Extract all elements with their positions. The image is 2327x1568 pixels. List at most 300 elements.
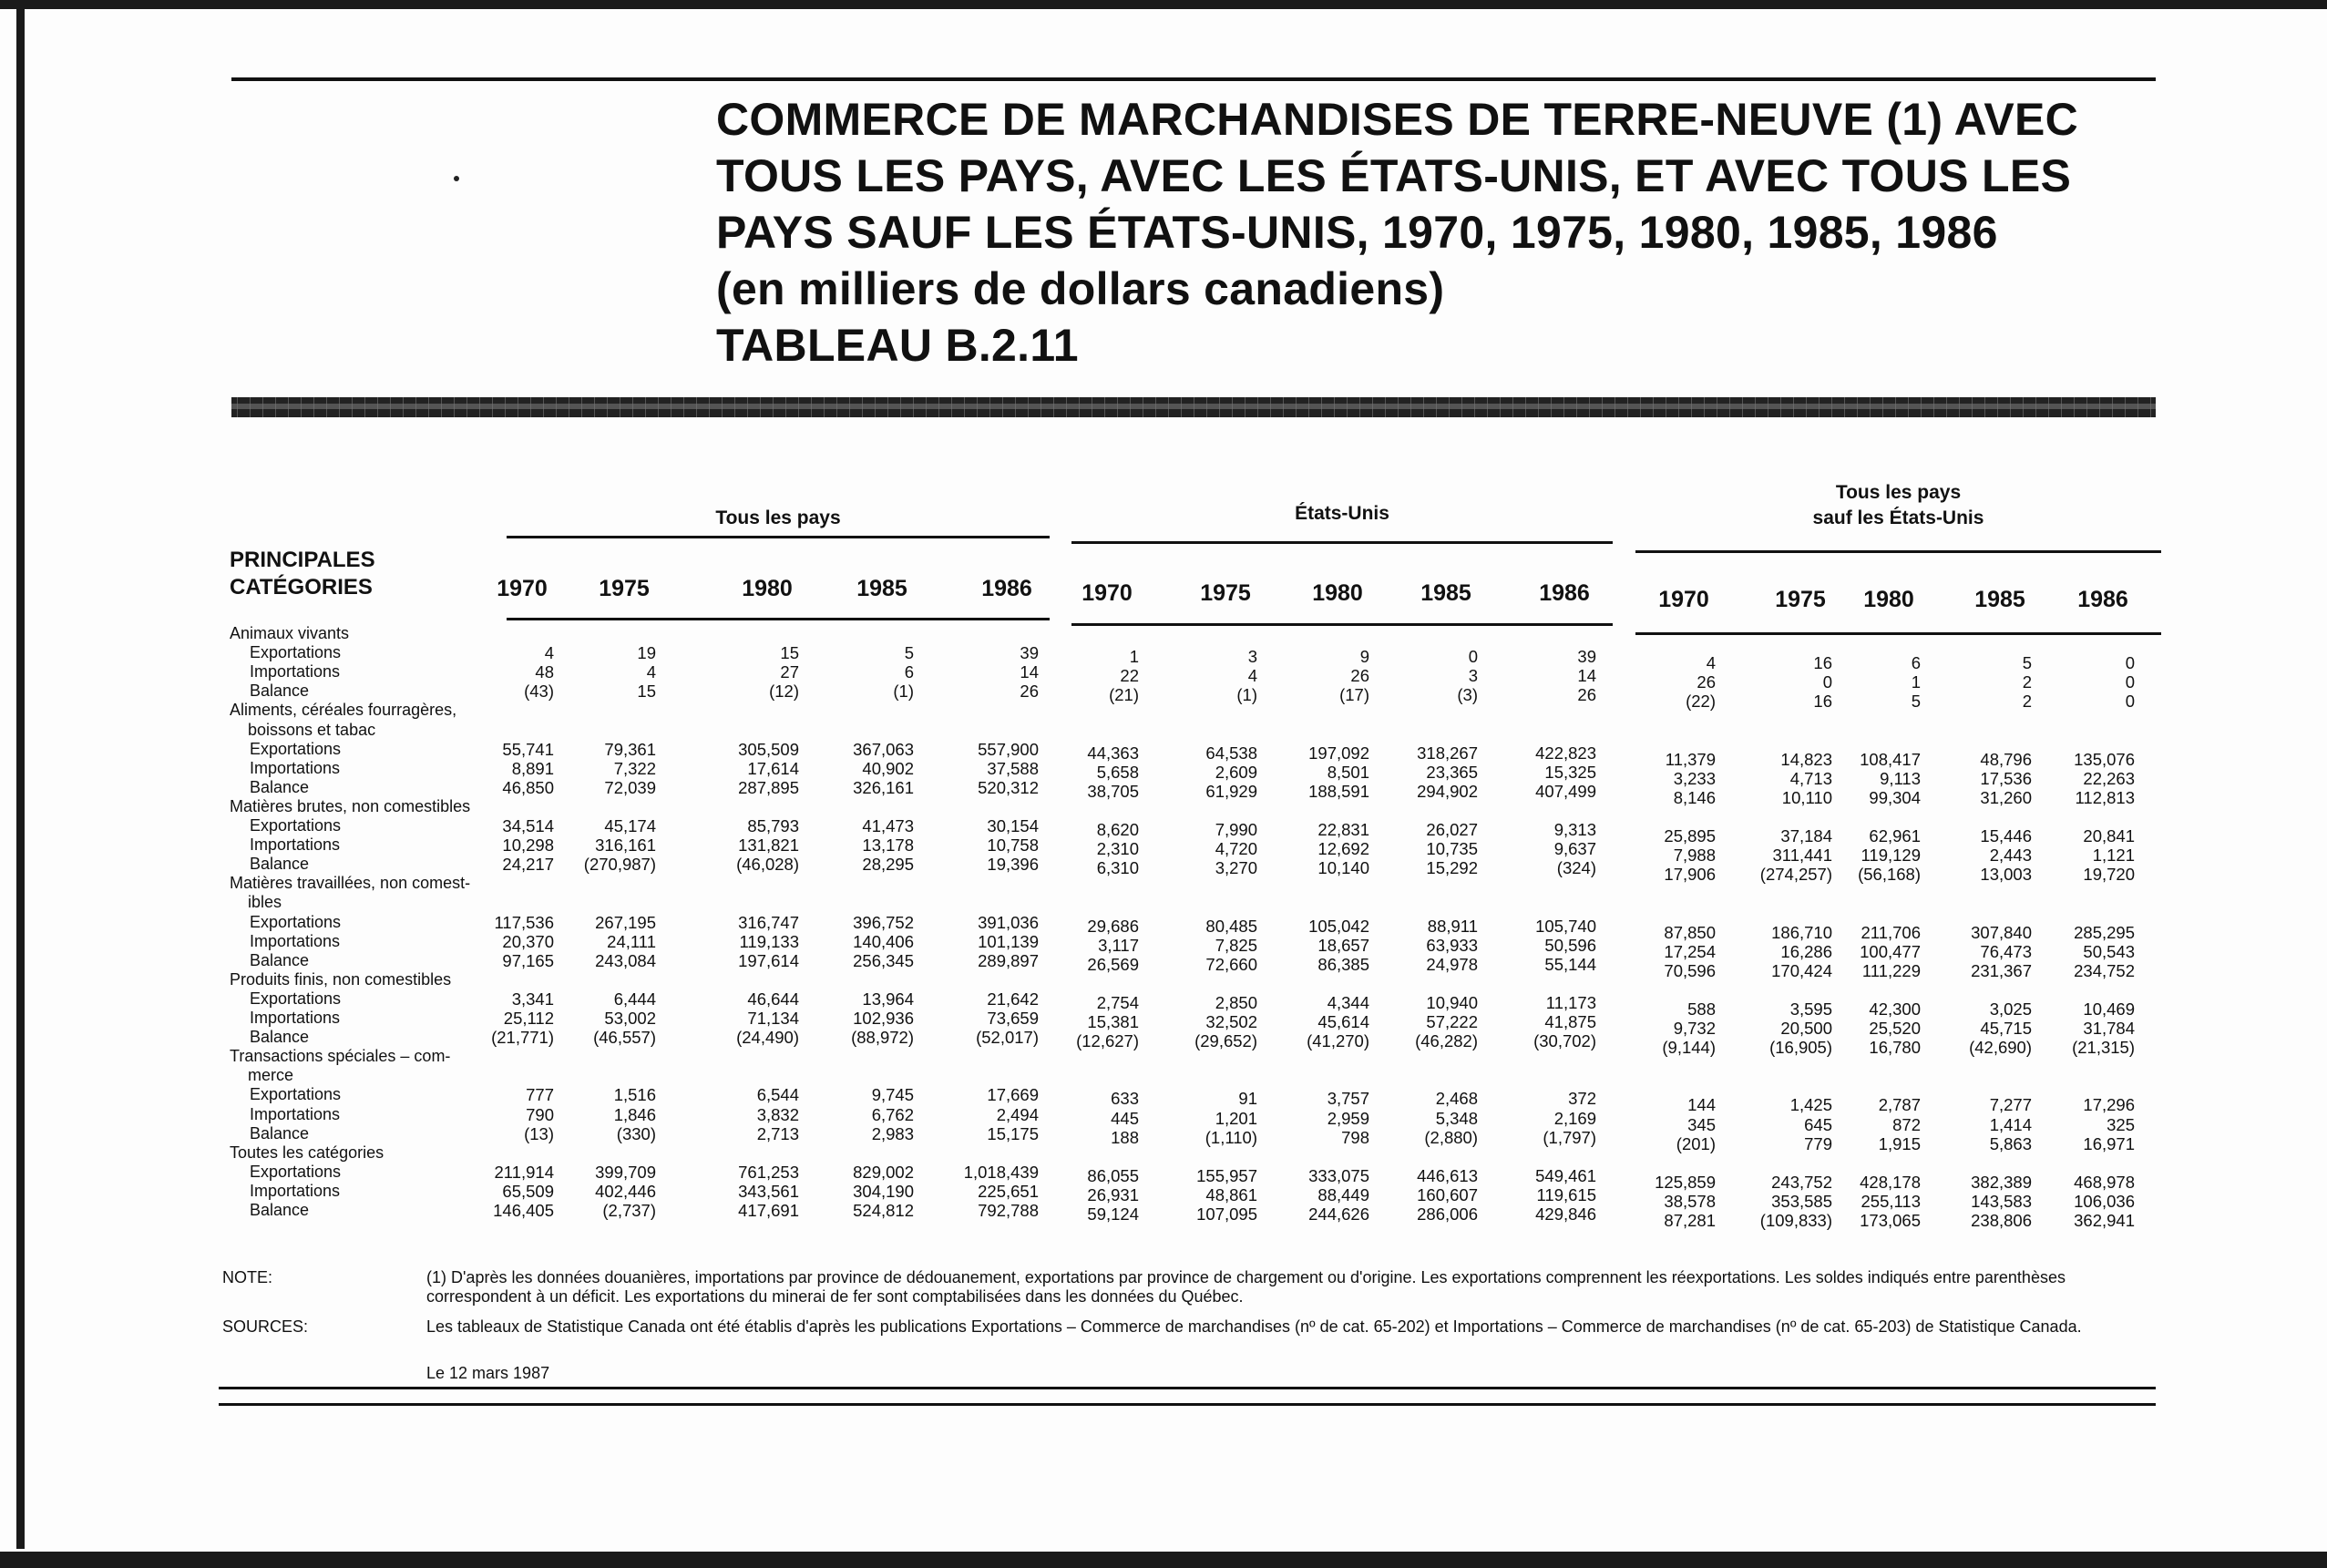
table-cell: 10,469	[2083, 999, 2135, 1019]
table-cell: 26,569	[1087, 954, 1139, 974]
table-cell: 45,174	[604, 816, 656, 835]
table-cell: 41,473	[862, 816, 914, 835]
table-cell: 44,363	[1087, 743, 1139, 763]
table-cell: 316,747	[738, 912, 799, 932]
table-cell: 4	[544, 643, 554, 663]
table-cell: 3,832	[756, 1104, 799, 1124]
table-cell: 72,660	[1205, 954, 1257, 974]
table-cell: 633	[1111, 1089, 1139, 1109]
table-cell: 11,173	[1545, 992, 1596, 1012]
scan-speck	[454, 176, 459, 181]
table-cell: 2,787	[1878, 1095, 1921, 1115]
table-cell: 144	[1687, 1095, 1716, 1115]
table-cell: 8,501	[1327, 762, 1369, 782]
table-cell: 255,113	[1861, 1191, 1921, 1211]
table-cell: 468,978	[2074, 1172, 2135, 1192]
year-header: 1980	[1863, 587, 1914, 612]
table-cell: (12,627)	[1076, 1031, 1139, 1051]
decorative-band	[231, 397, 2156, 417]
table-cell: (21,771)	[491, 1028, 554, 1048]
table-cell: 17,614	[747, 758, 799, 778]
table-cell: 16,971	[2083, 1133, 2135, 1153]
table-cell: 286,006	[1417, 1204, 1478, 1224]
table-cell: 6,310	[1096, 858, 1139, 878]
table-cell: 48,861	[1205, 1184, 1257, 1204]
table-cell: 86,055	[1087, 1165, 1139, 1185]
table-cell: 5,863	[1989, 1133, 2032, 1153]
year-header: 1986	[1539, 580, 1590, 606]
table-cell: 5,658	[1096, 762, 1139, 782]
year-header: 1975	[1200, 580, 1251, 606]
table-cell: 143,583	[1971, 1191, 2032, 1211]
table-cell: 5	[2022, 653, 2032, 673]
table-cell: 26	[1350, 666, 1369, 686]
table-cell: (41,270)	[1307, 1031, 1369, 1051]
category-header-line-1: PRINCIPALES	[230, 548, 375, 572]
group-header-2-line-1: États-Unis	[1295, 503, 1389, 524]
category-label: boissons et tabac	[248, 720, 376, 739]
table-cell: 45,715	[1980, 1019, 2032, 1038]
table-cell: 14,823	[1780, 749, 1832, 769]
table-cell: 26	[1697, 672, 1716, 692]
table-cell: 101,139	[978, 931, 1039, 951]
header-rule-1	[507, 618, 1050, 620]
table-cell: 65,509	[502, 1181, 554, 1201]
table-cell: 2,609	[1215, 762, 1257, 782]
table-cell: (1,797)	[1543, 1127, 1596, 1147]
table-cell: 4	[1706, 653, 1716, 673]
table-cell: 333,075	[1308, 1165, 1369, 1185]
table-cell: 9,313	[1553, 820, 1596, 839]
table-cell: 549,461	[1535, 1165, 1596, 1185]
table-cell: 294,902	[1417, 781, 1478, 801]
table-cell: 107,095	[1196, 1204, 1257, 1224]
table-cell: 117,536	[494, 912, 554, 932]
table-cell: 21,642	[987, 989, 1039, 1009]
table-cell: 26,931	[1087, 1184, 1139, 1204]
title-line-3: PAYS SAUF LES ÉTATS-UNIS, 1970, 1975, 1980, 1985, 1986	[716, 207, 1998, 258]
table-cell: (56,168)	[1858, 865, 1921, 885]
table-cell: 131,821	[738, 835, 799, 856]
title-line-1: COMMERCE DE MARCHANDISES DE TERRE-NEUVE (1) AVEC	[716, 94, 2079, 145]
table-cell: 15	[637, 682, 656, 702]
table-cell: (42,690)	[1969, 1038, 2032, 1058]
table-cell: 70,596	[1664, 960, 1716, 980]
table-cell: (9,144)	[1662, 1038, 1716, 1058]
table-cell: 16,286	[1780, 941, 1832, 961]
table-cell: (1)	[1236, 685, 1257, 705]
table-cell: 37,184	[1780, 826, 1832, 845]
table-cell: 9	[1359, 647, 1369, 667]
table-cell: 20,370	[502, 931, 554, 951]
table-cell: 311,441	[1772, 845, 1832, 866]
table-cell: 3	[1247, 647, 1257, 667]
table-cell: 645	[1804, 1114, 1832, 1134]
table-cell: 27	[780, 662, 799, 682]
table-cell: 289,897	[978, 950, 1039, 970]
table-cell: 6,762	[871, 1104, 914, 1124]
table-cell: 13,178	[862, 835, 914, 856]
table-cell: 353,585	[1771, 1191, 1832, 1211]
table-cell: 53,002	[604, 1009, 656, 1028]
table-cell: 3,270	[1215, 858, 1257, 878]
row-label: Exportations	[250, 739, 342, 758]
table-cell: 24,111	[607, 931, 656, 951]
table-cell: 12,692	[1317, 839, 1369, 859]
table-cell: 0	[1468, 647, 1478, 667]
table-cell: 1,414	[1989, 1114, 2032, 1134]
table-cell: 37,588	[987, 758, 1039, 778]
table-cell: 0	[2125, 672, 2135, 692]
table-cell: 7,277	[1989, 1095, 2032, 1115]
year-header: 1970	[1658, 587, 1709, 612]
table-cell: (274,257)	[1759, 865, 1832, 885]
scan-top-border	[0, 0, 2327, 9]
table-cell: 779	[1804, 1133, 1832, 1153]
row-label: Balance	[250, 1123, 310, 1143]
table-cell: 2,494	[996, 1104, 1039, 1124]
table-cell: 17,296	[2083, 1095, 2135, 1115]
table-cell: 4,713	[1789, 768, 1832, 788]
table-cell: 31,260	[1980, 787, 2032, 807]
table-cell: 2	[2022, 692, 2032, 712]
table-cell: 31,784	[2083, 1019, 2135, 1038]
note-label: NOTE:	[222, 1268, 273, 1286]
table-cell: 225,651	[978, 1181, 1039, 1201]
year-header: 1986	[981, 576, 1032, 601]
table-cell: 402,446	[595, 1181, 656, 1201]
table-cell: 73,659	[987, 1009, 1039, 1028]
table-cell: 2,983	[871, 1123, 914, 1143]
table-cell: (21)	[1109, 685, 1139, 705]
table-cell: 50,543	[2083, 941, 2135, 961]
header-rule-3	[1635, 632, 2161, 635]
table-cell: 188,591	[1308, 781, 1369, 801]
year-header: 1975	[1775, 587, 1826, 612]
table-cell: 19	[637, 643, 656, 663]
table-number: TABLEAU B.2.11	[716, 320, 1079, 371]
table-cell: 777	[526, 1085, 554, 1105]
table-cell: 446,613	[1417, 1165, 1478, 1185]
table-cell: 5	[904, 643, 914, 663]
table-cell: 10,110	[1781, 787, 1832, 807]
table-cell: 3,233	[1673, 768, 1716, 788]
table-cell: 7,990	[1215, 820, 1257, 839]
table-cell: 391,036	[978, 912, 1039, 932]
table-cell: 557,900	[978, 739, 1039, 759]
table-cell: 19,396	[987, 855, 1039, 875]
table-cell: 112,813	[2075, 787, 2135, 807]
table-cell: 71,134	[747, 1009, 799, 1028]
table-cell: 146,405	[493, 1201, 554, 1220]
table-cell: 238,806	[1971, 1211, 2032, 1230]
group-header-1	[507, 506, 1050, 531]
year-header: 1980	[742, 576, 793, 601]
table-cell: 105,042	[1308, 916, 1369, 936]
table-cell: 1,516	[613, 1085, 656, 1105]
row-label: Importations	[250, 931, 341, 950]
table-cell: 25,112	[503, 1009, 554, 1028]
category-label: Animaux vivants	[230, 624, 350, 642]
category-label: Transactions spéciales – com-	[230, 1047, 451, 1066]
table-cell: 3,025	[1989, 999, 2032, 1019]
table-cell: 46,850	[502, 777, 554, 797]
table-cell: 20,500	[1780, 1019, 1832, 1038]
table-cell: 10,940	[1426, 992, 1478, 1012]
row-label: Balance	[250, 1028, 310, 1047]
table-cell: 5,348	[1435, 1108, 1478, 1128]
table-cell: 211,914	[494, 1162, 554, 1182]
table-cell: 307,840	[1971, 922, 2032, 942]
bottom-rule-2	[219, 1403, 2156, 1406]
row-label: Balance	[250, 682, 310, 701]
table-cell: (2,737)	[602, 1201, 656, 1220]
group-header-2	[1071, 501, 1613, 527]
table-cell: 231,367	[1971, 960, 2032, 980]
table-cell: 318,267	[1417, 743, 1478, 763]
row-label: Importations	[250, 662, 341, 682]
table-cell: 197,092	[1308, 743, 1369, 763]
table-cell: 16	[1813, 692, 1832, 712]
table-cell: 17,906	[1664, 865, 1716, 885]
table-cell: 59,124	[1087, 1204, 1139, 1224]
row-label: Importations	[250, 835, 341, 855]
table-cell: 872	[1892, 1114, 1921, 1134]
table-cell: 829,002	[853, 1162, 914, 1182]
row-label: Importations	[250, 758, 341, 777]
table-cell: 50,596	[1544, 935, 1596, 955]
table-cell: 155,957	[1196, 1165, 1257, 1185]
table-cell: 16	[1813, 653, 1832, 673]
table-cell: 9,637	[1553, 839, 1596, 859]
row-label: Importations	[250, 1181, 341, 1200]
table-cell: 15,381	[1087, 1012, 1139, 1031]
table-cell: 46,644	[747, 989, 799, 1009]
table-cell: 1,018,439	[963, 1162, 1039, 1182]
sources-text: Les tableaux de Statistique Canada ont été établis d'après les publications Exportations – Commerce de marchandises (nº de cat. 65-202) et Importations – Commerce de marchandises (nº de cat. 65-203) de Statistique Canada.	[426, 1317, 2082, 1336]
table-cell: (201)	[1676, 1133, 1716, 1153]
table-cell: 8,146	[1673, 787, 1716, 807]
year-header: 1980	[1312, 580, 1363, 606]
scan-bottom-border	[0, 1552, 2327, 1568]
table-cell: 40,902	[862, 758, 914, 778]
table-cell: (13)	[524, 1123, 554, 1143]
table-cell: (46,557)	[593, 1028, 656, 1048]
table-cell: 3,595	[1789, 999, 1832, 1019]
table-cell: 22,263	[2083, 768, 2135, 788]
row-label: Balance	[250, 1201, 310, 1219]
table-cell: 105,740	[1535, 916, 1596, 936]
table-cell: (270,987)	[583, 855, 656, 875]
table-cell: 4,720	[1215, 839, 1257, 859]
table-cell: 197,614	[738, 950, 799, 970]
scan-left-border	[16, 9, 25, 1549]
row-label: Balance	[250, 777, 310, 796]
table-cell: 761,253	[738, 1162, 799, 1182]
table-cell: 13,003	[1980, 865, 2032, 885]
table-cell: 343,561	[738, 1181, 799, 1201]
table-cell: 6,444	[613, 989, 656, 1009]
group-rule-2	[1071, 541, 1613, 544]
table-cell: 61,929	[1205, 781, 1257, 801]
table-cell: 119,133	[739, 931, 799, 951]
table-cell: 2,754	[1096, 992, 1139, 1012]
table-cell: 792,788	[978, 1201, 1039, 1220]
table-cell: (46,282)	[1415, 1031, 1478, 1051]
table-cell: (1,110)	[1205, 1127, 1257, 1147]
year-header: 1985	[1974, 587, 2025, 612]
table-cell: 211,706	[1861, 922, 1921, 942]
table-cell: 287,895	[738, 777, 799, 797]
table-cell: 1,915	[1878, 1133, 1921, 1153]
year-header: 1985	[1420, 580, 1471, 606]
table-cell: 2,713	[756, 1123, 799, 1143]
table-cell: 23,365	[1426, 762, 1478, 782]
table-cell: 38,578	[1664, 1191, 1716, 1211]
table-cell: 2,169	[1553, 1108, 1596, 1128]
table-cell: 76,473	[1980, 941, 2032, 961]
table-cell: 42,300	[1869, 999, 1921, 1019]
table-cell: 520,312	[978, 777, 1039, 797]
table-cell: 41,875	[1544, 1012, 1596, 1031]
row-label: Importations	[250, 1104, 341, 1123]
row-label: Exportations	[250, 1085, 342, 1104]
table-cell: 79,361	[604, 739, 656, 759]
table-cell: 99,304	[1869, 787, 1921, 807]
table-cell: 26	[1577, 685, 1596, 705]
table-cell: 80,485	[1205, 916, 1257, 936]
row-label: Exportations	[250, 816, 342, 835]
table-cell: 10,140	[1317, 858, 1369, 878]
table-cell: 407,499	[1535, 781, 1596, 801]
table-cell: 6	[1911, 653, 1921, 673]
table-cell: (109,833)	[1759, 1211, 1832, 1230]
table-cell: 9,732	[1673, 1019, 1716, 1038]
category-label: Aliments, céréales fourragères,	[230, 701, 457, 720]
table-cell: 9,113	[1880, 768, 1921, 788]
category-header	[230, 547, 375, 601]
category-label: merce	[248, 1066, 294, 1085]
table-cell: 62,961	[1869, 826, 1921, 845]
note-text: (1) D'après les données douanières, importations par province de dédouanement, exportations par province de chargement ou d'origine. Les exportations comprennent les réexportations. Les soldes indiqués entre parenthèses correspondent à un déficit. Les exportations du minerai de fer sont comptabilisées dans les données du Québec.	[426, 1268, 2066, 1306]
table-cell: 17,669	[987, 1085, 1039, 1105]
table-cell: (46,028)	[736, 855, 799, 875]
table-cell: (52,017)	[976, 1028, 1039, 1048]
table-cell: 362,941	[2074, 1211, 2135, 1230]
table-cell: 28,295	[862, 855, 914, 875]
table-cell: 422,823	[1535, 743, 1596, 763]
table-cell: 119,615	[1536, 1184, 1596, 1204]
table-cell: 1,425	[1789, 1095, 1832, 1115]
table-cell: 125,859	[1655, 1172, 1716, 1192]
table-cell: 63,933	[1426, 935, 1478, 955]
row-label: Exportations	[250, 1162, 342, 1181]
row-label: Exportations	[250, 643, 342, 662]
table-cell: 10,758	[987, 835, 1039, 856]
table-cell: 256,345	[853, 950, 914, 970]
table-cell: 2,443	[1989, 845, 2032, 866]
table-cell: 24,978	[1426, 954, 1478, 974]
row-label: Balance	[250, 855, 310, 874]
table-cell: 11,379	[1665, 749, 1716, 769]
table-cell: 135,076	[2074, 749, 2135, 769]
table-cell: 108,417	[1860, 749, 1921, 769]
table-cell: (324)	[1556, 858, 1596, 878]
table-cell: 29,686	[1087, 916, 1139, 936]
table-cell: 17,254	[1664, 941, 1716, 961]
table-cell: 305,509	[738, 739, 799, 759]
group-header-1-line-1: Tous les pays	[715, 507, 841, 528]
category-label: Matières travaillées, non comest-	[230, 874, 471, 893]
table-cell: 4	[1247, 666, 1257, 686]
table-cell: 6	[904, 662, 914, 682]
table-cell: 1	[1911, 672, 1921, 692]
table-cell: 267,195	[595, 912, 656, 932]
table-cell: 15,325	[1544, 762, 1596, 782]
year-header: 1970	[1081, 580, 1133, 606]
table-cell: 188	[1111, 1127, 1139, 1147]
table-cell: (24,490)	[736, 1028, 799, 1048]
table-cell: 399,709	[595, 1162, 656, 1182]
table-cell: 3,341	[511, 989, 554, 1009]
table-cell: 10,735	[1426, 839, 1478, 859]
table-cell: 0	[2125, 692, 2135, 712]
table-cell: 382,389	[1971, 1172, 2032, 1192]
table-cell: 6,544	[756, 1085, 799, 1105]
bottom-rule	[219, 1387, 2156, 1389]
year-header: 1986	[2077, 587, 2128, 612]
table-cell: 22,831	[1317, 820, 1369, 839]
table-cell: (21,315)	[2072, 1038, 2135, 1058]
table-cell: 9,745	[871, 1085, 914, 1105]
table-cell: (43)	[524, 682, 554, 702]
table-cell: 85,793	[747, 816, 799, 835]
table-cell: 243,752	[1771, 1172, 1832, 1192]
title-line-2: TOUS LES PAYS, AVEC LES ÉTATS-UNIS, ET AVEC TOUS LES	[716, 150, 2072, 201]
table-cell: (16,905)	[1769, 1038, 1832, 1058]
table-cell: 25,895	[1664, 826, 1716, 845]
category-label: ibles	[248, 893, 282, 912]
table-cell: 798	[1341, 1127, 1369, 1147]
table-cell: 524,812	[853, 1201, 914, 1220]
table-cell: 32,502	[1205, 1012, 1257, 1031]
table-cell: 55,144	[1544, 954, 1596, 974]
row-label: Balance	[250, 950, 310, 969]
table-cell: 243,084	[595, 950, 656, 970]
table-cell: 48,796	[1980, 749, 2032, 769]
table-cell: 5	[1911, 692, 1921, 712]
table-cell: 7,988	[1673, 845, 1716, 866]
table-cell: 10,298	[502, 835, 554, 856]
table-cell: (88,972)	[851, 1028, 914, 1048]
category-header-line-2: CATÉGORIES	[230, 575, 373, 600]
table-cell: 17,536	[1980, 768, 2032, 788]
table-cell: 26	[1020, 682, 1039, 702]
table-cell: 15	[780, 643, 799, 663]
table-cell: 372	[1568, 1089, 1596, 1109]
table-cell: 7,322	[613, 758, 656, 778]
table-cell: 0	[2125, 653, 2135, 673]
table-cell: 15,175	[987, 1123, 1039, 1143]
title-subtitle: (en milliers de dollars canadiens)	[716, 263, 1445, 314]
table-cell: 2,468	[1435, 1089, 1478, 1109]
table-cell: 345	[1687, 1114, 1716, 1134]
table-cell: (1)	[893, 682, 914, 702]
table-cell: 91	[1238, 1089, 1257, 1109]
table-cell: (330)	[616, 1123, 656, 1143]
sources-label: SOURCES:	[222, 1317, 309, 1336]
table-cell: 111,229	[1861, 960, 1921, 980]
